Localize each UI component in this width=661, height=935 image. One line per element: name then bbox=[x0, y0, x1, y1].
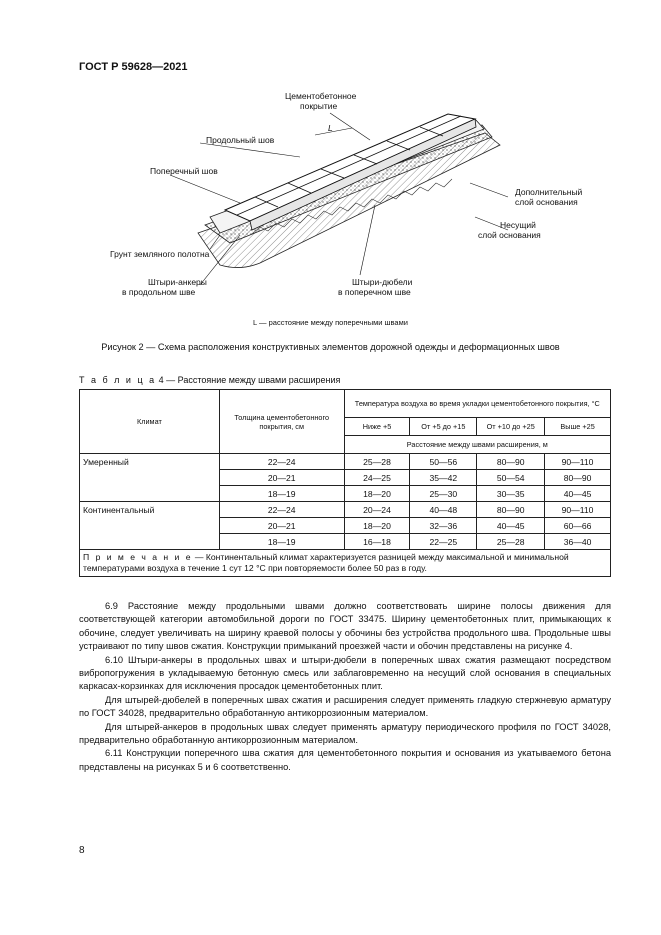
note-prefix: П р и м е ч а н и е bbox=[83, 552, 193, 562]
value-cell: 18—20 bbox=[344, 486, 410, 502]
subgrade-label: Грунт земляного полотна bbox=[110, 249, 210, 259]
dowel-pins-label-1: Штыри-дюбели bbox=[352, 277, 413, 287]
table-note-row bbox=[80, 550, 611, 577]
anchor-pins-label-1: Штыри-анкеры bbox=[148, 277, 207, 287]
cement-cover-label-2: покрытие bbox=[300, 101, 338, 111]
value-cell: 80—90 bbox=[477, 454, 545, 470]
header-thickness: Толщина цементобетонного покрытия, см bbox=[219, 390, 344, 454]
thickness-cell: 20—21 bbox=[219, 518, 344, 534]
subgrade-layer bbox=[198, 133, 500, 268]
value-cell: 40—48 bbox=[410, 502, 477, 518]
paragraph-6-11: 6.11 Конструкции поперечного шва сжатия для цементобетонного покрытия и основания из укатываемого бетона представлены на рисунках 5 и 6 соответственно. bbox=[79, 748, 611, 772]
paragraph-6-9: 6.9 Расстояние между продольными швами должно соответствовать ширине полосы движения для соответствующей категории автомобильной дороги по ГОСТ 33475. Ширину цементобетонных плит, примыкающих к обочине, следует увеличивать на ширину краевой полосы у обочины без устройства продольного шва. Продольные швы устраивают по типу швов сжатия. Конструкции примыканий проезжей части и обочин представлены на рисунке 4. bbox=[79, 601, 611, 652]
page-number: 8 bbox=[79, 845, 85, 856]
header-temperature: Температура воздуха во время укладки цементобетонного покрытия, °С bbox=[344, 390, 610, 418]
long-seam-label: Продольный шов bbox=[206, 135, 275, 145]
additional-layer-label-1: Дополнительный bbox=[515, 187, 583, 197]
header-climate: Климат bbox=[80, 390, 220, 454]
header-temp-col: Выше +25 bbox=[545, 418, 611, 436]
value-cell: 80—90 bbox=[477, 502, 545, 518]
climate-cell-empty bbox=[80, 534, 220, 550]
anchor-pins-label-2: в продольном шве bbox=[122, 287, 196, 297]
table-title-rest: 4 — Расстояние между швами расширения bbox=[158, 375, 341, 385]
table-row bbox=[80, 518, 611, 534]
climate-cell-empty bbox=[80, 518, 220, 534]
value-cell: 32—36 bbox=[410, 518, 477, 534]
thickness-cell: 20—21 bbox=[219, 470, 344, 486]
table-row bbox=[80, 470, 611, 486]
cement-cover-label-1: Цементобетонное bbox=[285, 91, 357, 101]
climate-cell: Умеренный bbox=[80, 454, 220, 470]
bearing-layer-label-1: Несущий bbox=[500, 220, 536, 230]
header-temp-col: От +5 до +15 bbox=[410, 418, 477, 436]
header-temp-col: Ниже +5 bbox=[344, 418, 410, 436]
additional-layer-label-2: слой основания bbox=[515, 197, 578, 207]
value-cell: 25—30 bbox=[410, 486, 477, 502]
value-cell: 36—40 bbox=[545, 534, 611, 550]
value-cell: 30—35 bbox=[477, 486, 545, 502]
figure-caption: Рисунок 2 — Схема расположения конструктивных элементов дорожной одежды и деформационных швов bbox=[101, 342, 560, 352]
paragraph-6-10: 6.10 Штыри-анкеры в продольных швах и штыри-дюбели в поперечных швах сжатия размещают посредством вибропогружения в укладываемую бетонную смесь или заблаговременно на несущий слой основания в специальных каркасах-корзинках для исключения просадок цементобетонных плит. bbox=[79, 654, 611, 692]
value-cell: 90—110 bbox=[545, 502, 611, 518]
value-cell: 60—66 bbox=[545, 518, 611, 534]
value-cell: 16—18 bbox=[344, 534, 410, 550]
road-structure-figure bbox=[70, 85, 610, 345]
table-row bbox=[80, 534, 611, 550]
header-distance: Расстояние между швами расширения, м bbox=[344, 436, 610, 454]
l-symbol: L bbox=[328, 123, 333, 133]
table-row bbox=[80, 502, 611, 518]
value-cell: 35—42 bbox=[410, 470, 477, 486]
table-title bbox=[79, 375, 340, 385]
value-cell: 20—24 bbox=[344, 502, 410, 518]
value-cell: 40—45 bbox=[545, 486, 611, 502]
table-row bbox=[80, 486, 611, 502]
value-cell: 25—28 bbox=[344, 454, 410, 470]
climate-cell-empty bbox=[80, 470, 220, 486]
header-temp-col: От +10 до +25 bbox=[477, 418, 545, 436]
value-cell: 24—25 bbox=[344, 470, 410, 486]
thickness-cell: 22—24 bbox=[219, 454, 344, 470]
body-text bbox=[79, 600, 611, 774]
thickness-cell: 22—24 bbox=[219, 502, 344, 518]
table-note bbox=[80, 550, 611, 577]
table-title-prefix: Т а б л и ц а bbox=[79, 375, 157, 385]
bearing-layer-label-2: слой основания bbox=[478, 230, 541, 240]
note-text: — Континентальный климат характеризуется разницей между максимальной и минимальной температурами воздуха в течение 1 сут 12 °С при повторяемости более 50 раз в году. bbox=[83, 552, 569, 573]
table-row bbox=[80, 454, 611, 470]
expansion-joint-table bbox=[79, 389, 611, 577]
value-cell: 90—110 bbox=[545, 454, 611, 470]
value-cell: 80—90 bbox=[545, 470, 611, 486]
value-cell: 25—28 bbox=[477, 534, 545, 550]
climate-cell-empty bbox=[80, 486, 220, 502]
climate-cell: Континентальный bbox=[80, 502, 220, 518]
paragraph-dowels: Для штырей-дюбелей в поперечных швах сжатия и расширения следует применять гладкую стержневую арматуру по ГОСТ 34028, предварительно обработанную антикоррозионным материалом. bbox=[79, 694, 611, 719]
value-cell: 22—25 bbox=[410, 534, 477, 550]
dowel-pins-label-2: в поперечном шве bbox=[338, 287, 411, 297]
cross-seam-label: Поперечный шов bbox=[150, 166, 218, 176]
thickness-cell: 18—19 bbox=[219, 534, 344, 550]
thickness-cell: 18—19 bbox=[219, 486, 344, 502]
value-cell: 18—20 bbox=[344, 518, 410, 534]
figure-legend: L — расстояние между поперечными швами bbox=[253, 318, 408, 327]
value-cell: 50—54 bbox=[477, 470, 545, 486]
paragraph-anchors: Для штырей-анкеров в продольных швах следует применять арматуру периодического профиля по ГОСТ 34028, предварительно обработанную антикоррозионным материалом. bbox=[79, 721, 611, 746]
document-header: ГОСТ Р 59628—2021 bbox=[79, 61, 188, 73]
value-cell: 40—45 bbox=[477, 518, 545, 534]
value-cell: 50—56 bbox=[410, 454, 477, 470]
